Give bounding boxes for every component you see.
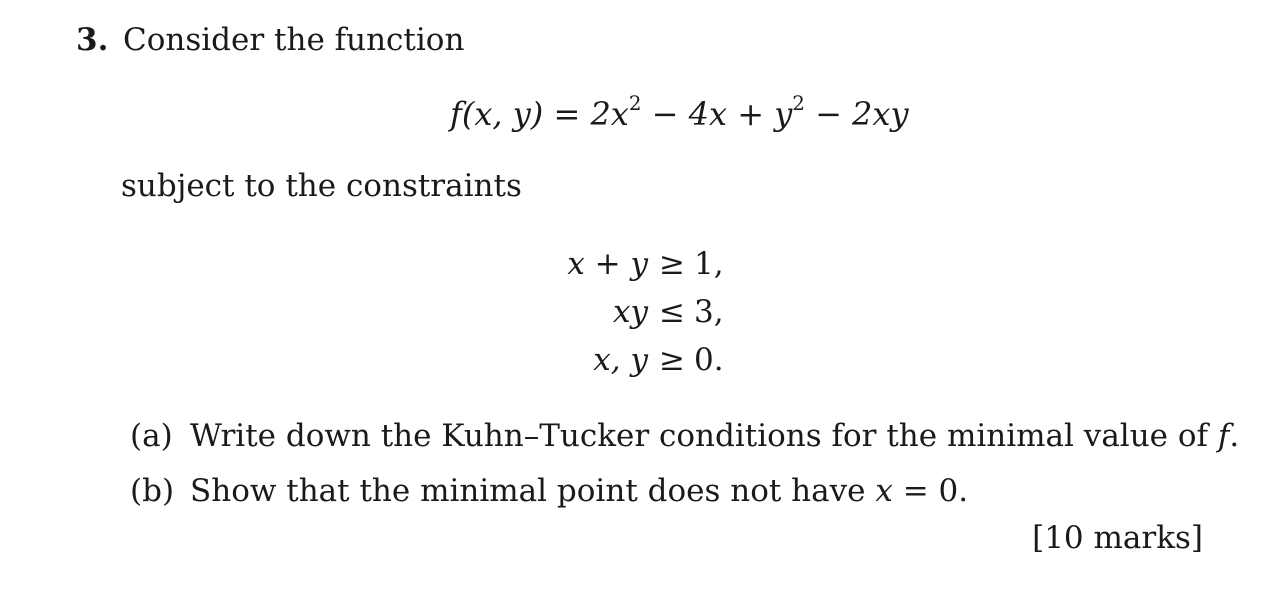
part-a-math: f (1217, 417, 1230, 454)
constraint-rhs: 0. (694, 342, 724, 378)
question-number: 3. (76, 22, 109, 58)
constraint-row (540, 336, 760, 384)
constraints-list (540, 240, 760, 384)
constraints-intro: subject to the constraints (121, 168, 522, 204)
question-intro: Consider the function (123, 22, 465, 58)
part-b-text: Show that the minimal point does not have (190, 472, 866, 509)
constraint-relation: ≥ (659, 246, 685, 282)
question-parts (130, 408, 1239, 518)
part-b (130, 463, 1239, 518)
term-3: y (774, 95, 793, 133)
operator-3: − (815, 95, 842, 133)
marks-label: [10 marks] (1032, 520, 1203, 556)
part-label: (b) (130, 472, 175, 509)
operator-2: + (737, 95, 765, 133)
part-text (190, 418, 1239, 454)
term-2: 4x (688, 95, 728, 133)
part-a (130, 408, 1239, 463)
function-formula (450, 92, 909, 133)
equals-sign: = (553, 95, 581, 133)
part-label: (a) (130, 417, 173, 454)
term-4: 2xy (852, 95, 909, 133)
constraint-lhs: x, y (593, 342, 648, 378)
constraint-row (540, 288, 760, 336)
term-1-exponent: 2 (628, 92, 642, 116)
part-text (190, 473, 968, 509)
function-lhs: f(x, y) (450, 95, 544, 133)
constraint-lhs: xy (613, 294, 648, 330)
part-a-tail: . (1229, 417, 1240, 454)
constraint-rhs: 3, (694, 294, 724, 330)
operator-1: − (651, 95, 679, 133)
term-3-exponent: 2 (792, 92, 805, 116)
part-b-tail: = 0. (902, 472, 969, 509)
constraint-lhs: x + y (567, 246, 648, 282)
constraint-rhs: 1, (694, 246, 724, 282)
part-b-math: x (875, 472, 893, 509)
part-a-text: Write down the Kuhn–Tucker conditions for the minimal value of (190, 417, 1209, 454)
term-1: 2x (590, 95, 629, 133)
constraint-row (540, 240, 760, 288)
constraint-relation: ≤ (659, 294, 685, 330)
constraint-relation: ≥ (659, 342, 685, 378)
